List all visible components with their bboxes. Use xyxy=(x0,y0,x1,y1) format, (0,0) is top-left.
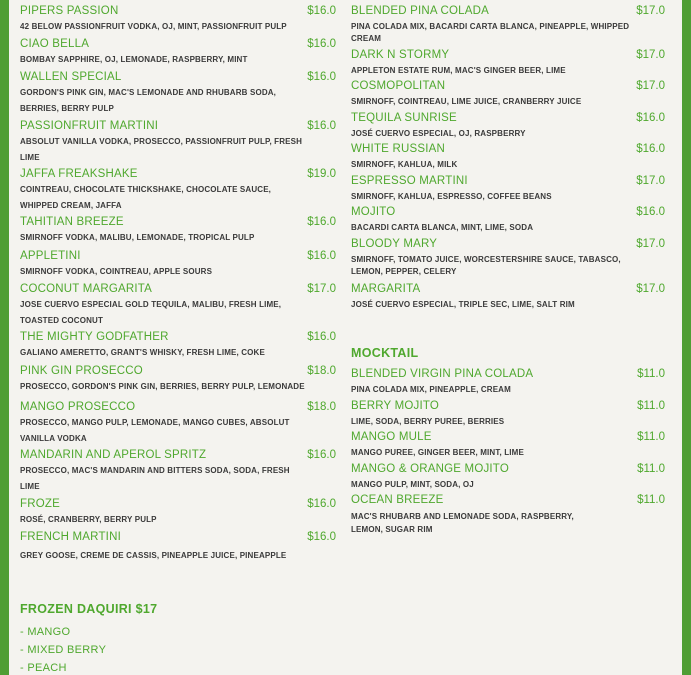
cocktail-column-left xyxy=(20,0,336,560)
menu-item xyxy=(20,167,336,214)
item-price: $17.0 xyxy=(636,175,665,187)
item-name: MARGARITA xyxy=(351,283,421,295)
item-price: $16.0 xyxy=(636,206,665,218)
item-price: $11.0 xyxy=(637,400,665,412)
item-price: $17.0 xyxy=(636,5,665,17)
item-price: $17.0 xyxy=(307,283,336,295)
item-description: ABSOLUT VANILLA VODKA, PROSECCO, PASSIONFRUIT PULP, FRESH LIME xyxy=(20,137,303,162)
menu-item xyxy=(20,400,336,447)
item-description: MAC'S RHUBARB AND LEMONADE SODA, RASPBERRY, LEMON, SUGAR RIM xyxy=(351,512,574,534)
item-name: ESPRESSO MARTINI xyxy=(351,175,468,187)
item-name: MANGO MULE xyxy=(351,431,432,443)
item-description: PROSECCO, MAC'S MANDARIN AND BITTERS SODA, SODA, FRESH LIME xyxy=(20,466,290,491)
item-name: WHITE RUSSIAN xyxy=(351,143,445,155)
menu-item xyxy=(351,111,665,142)
menu-item xyxy=(351,282,665,313)
menu-item xyxy=(20,448,336,495)
menu-item xyxy=(20,530,336,564)
item-description: GALIANO AMERETTO, GRANT'S WHISKY, FRESH LIME, COKE xyxy=(20,348,265,357)
item-name: MANDARIN AND APEROL SPRITZ xyxy=(20,449,207,461)
item-price: $16.0 xyxy=(307,250,336,262)
item-name: BLENDED VIRGIN PINA COLADA xyxy=(351,368,534,380)
mocktail-heading: MOCKTAIL xyxy=(351,346,419,360)
menu-item xyxy=(351,237,665,278)
menu-item xyxy=(20,70,336,117)
item-price: $16.0 xyxy=(307,216,336,228)
item-price: $17.0 xyxy=(636,80,665,92)
menu-item xyxy=(351,174,665,205)
item-price: $16.0 xyxy=(307,498,336,510)
item-price: $11.0 xyxy=(637,368,665,380)
item-description: PINA COLADA MIX, PINEAPPLE, CREAM xyxy=(351,385,511,394)
flavor-item: - MANGO xyxy=(20,626,71,638)
menu-item xyxy=(20,364,336,395)
menu-item xyxy=(351,430,665,461)
item-description: SMIRNOFF, KAHLUA, MILK xyxy=(351,160,458,169)
item-description: SMIRNOFF VODKA, MALIBU, LEMONADE, TROPICAL PULP xyxy=(20,233,255,242)
menu-item xyxy=(351,48,665,79)
item-description: JOSÉ CUERVO ESPECIAL, TRIPLE SEC, LIME, SALT RIM xyxy=(351,300,575,309)
item-name: TAHITIAN BREEZE xyxy=(20,216,124,228)
item-description: ROSÉ, CRANBERRY, BERRY PULP xyxy=(20,515,157,524)
item-name: BLOODY MARY xyxy=(351,238,438,250)
menu-item xyxy=(351,205,665,236)
frozen-daquiri-section xyxy=(20,602,320,675)
item-name: COCONUT MARGARITA xyxy=(20,283,153,295)
item-description: GREY GOOSE, CREME DE CASSIS, PINEAPPLE JUICE, PINEAPPLE xyxy=(20,551,287,560)
item-price: $16.0 xyxy=(307,38,336,50)
item-price: $11.0 xyxy=(637,431,665,443)
item-name: FROZE xyxy=(20,498,60,510)
item-price: $16.0 xyxy=(636,112,665,124)
item-description: PROSECCO, GORDON'S PINK GIN, BERRIES, BERRY PULP, LEMONADE xyxy=(20,382,305,391)
menu-item xyxy=(20,497,336,528)
item-price: $16.0 xyxy=(307,331,336,343)
menu-item xyxy=(351,142,665,173)
item-price: $16.0 xyxy=(307,5,336,17)
item-price: $17.0 xyxy=(636,49,665,61)
item-description: BOMBAY SAPPHIRE, OJ, LEMONADE, RASPBERRY, MINT xyxy=(20,55,248,64)
item-description: APPLETON ESTATE RUM, MAC'S GINGER BEER, LIME xyxy=(351,66,566,75)
flavor-item: - MIXED BERRY xyxy=(20,644,107,656)
item-price: $17.0 xyxy=(636,283,665,295)
flavor-item: - PEACH xyxy=(20,662,67,674)
item-price: $16.0 xyxy=(307,449,336,461)
item-description: BACARDI CARTA BLANCA, MINT, LIME, SODA xyxy=(351,223,534,232)
item-name: OCEAN BREEZE xyxy=(351,494,444,506)
menu-item xyxy=(351,462,665,493)
menu-item xyxy=(351,367,665,398)
item-description: JOSÉ CUERVO ESPECIAL, OJ, RASPBERRY xyxy=(351,129,526,138)
item-name: PIPERS PASSION xyxy=(20,5,119,17)
item-name: JAFFA FREAKSHAKE xyxy=(20,168,138,180)
item-name: FRENCH MARTINI xyxy=(20,531,121,543)
item-name: DARK N STORMY xyxy=(351,49,450,61)
item-name: BERRY MOJITO xyxy=(351,400,440,412)
item-description: JOSE CUERVO ESPECIAL GOLD TEQUILA, MALIBU, FRESH LIME, TOASTED COCONUT xyxy=(20,300,282,325)
menu-item xyxy=(20,249,336,280)
menu-item xyxy=(351,79,665,110)
item-price: $16.0 xyxy=(636,143,665,155)
item-name: MANGO & ORANGE MOJITO xyxy=(351,463,509,475)
item-price: $18.0 xyxy=(307,365,336,377)
item-description: 42 BELOW PASSIONFRUIT VODKA, OJ, MINT, PASSIONFRUIT PULP xyxy=(20,22,287,31)
menu-item xyxy=(351,4,665,45)
item-description: MANGO PUREE, GINGER BEER, MINT, LIME xyxy=(351,448,524,457)
item-description: PROSECCO, MANGO PULP, LEMONADE, MANGO CUBES, ABSOLUT VANILLA VODKA xyxy=(20,418,290,443)
item-name: PINK GIN PROSECCO xyxy=(20,365,143,377)
menu-item xyxy=(351,493,665,536)
item-price: $19.0 xyxy=(307,168,336,180)
item-price: $16.0 xyxy=(307,71,336,83)
item-name: COSMOPOLITAN xyxy=(351,80,446,92)
frozen-heading: FROZEN DAQUIRI $17 xyxy=(20,602,158,616)
item-name: APPLETINI xyxy=(20,250,81,262)
item-description: SMIRNOFF, TOMATO JUICE, WORCESTERSHIRE SAUCE, TABASCO, LEMON, PEPPER, CELERY xyxy=(351,255,621,276)
menu-item xyxy=(20,4,336,35)
item-name: CIAO BELLA xyxy=(20,38,90,50)
item-description: SMIRNOFF, COINTREAU, LIME JUICE, CRANBERRY JUICE xyxy=(351,97,582,106)
item-price: $11.0 xyxy=(637,463,665,475)
item-description: SMIRNOFF VODKA, COINTREAU, APPLE SOURS xyxy=(20,267,213,276)
menu-item xyxy=(20,330,336,361)
item-name: WALLEN SPECIAL xyxy=(20,71,122,83)
item-price: $18.0 xyxy=(307,401,336,413)
item-description: PINA COLADA MIX, BACARDI CARTA BLANCA, PINEAPPLE, WHIPPED CREAM xyxy=(351,22,630,43)
menu-page xyxy=(9,0,682,675)
menu-item xyxy=(20,37,336,68)
item-description: SMIRNOFF, KAHLUA, ESPRESSO, COFFEE BEANS xyxy=(351,192,552,201)
item-description: MANGO PULP, MINT, SODA, OJ xyxy=(351,480,474,489)
menu-item xyxy=(20,215,336,246)
item-price: $17.0 xyxy=(636,238,665,250)
menu-item xyxy=(20,282,336,329)
menu-item xyxy=(20,119,336,166)
item-name: BLENDED PINA COLADA xyxy=(351,5,490,17)
item-description: LIME, SODA, BERRY PUREE, BERRIES xyxy=(351,417,505,426)
menu-item xyxy=(351,399,665,430)
item-name: MOJITO xyxy=(351,206,396,218)
item-description: GORDON'S PINK GIN, MAC'S LEMONADE AND RHUBARB SODA, BERRIES, BERRY PULP xyxy=(20,88,277,113)
item-price: $11.0 xyxy=(637,494,665,506)
item-description: COINTREAU, CHOCOLATE THICKSHAKE, CHOCOLATE SAUCE, WHIPPED CREAM, JAFFA xyxy=(20,185,272,210)
item-price: $16.0 xyxy=(307,120,336,132)
item-name: MANGO PROSECCO xyxy=(20,401,136,413)
item-name: THE MIGHTY GODFATHER xyxy=(20,331,169,343)
item-name: TEQUILA SUNRISE xyxy=(351,112,457,124)
item-price: $16.0 xyxy=(307,531,336,543)
item-name: PASSIONFRUIT MARTINI xyxy=(20,120,159,132)
